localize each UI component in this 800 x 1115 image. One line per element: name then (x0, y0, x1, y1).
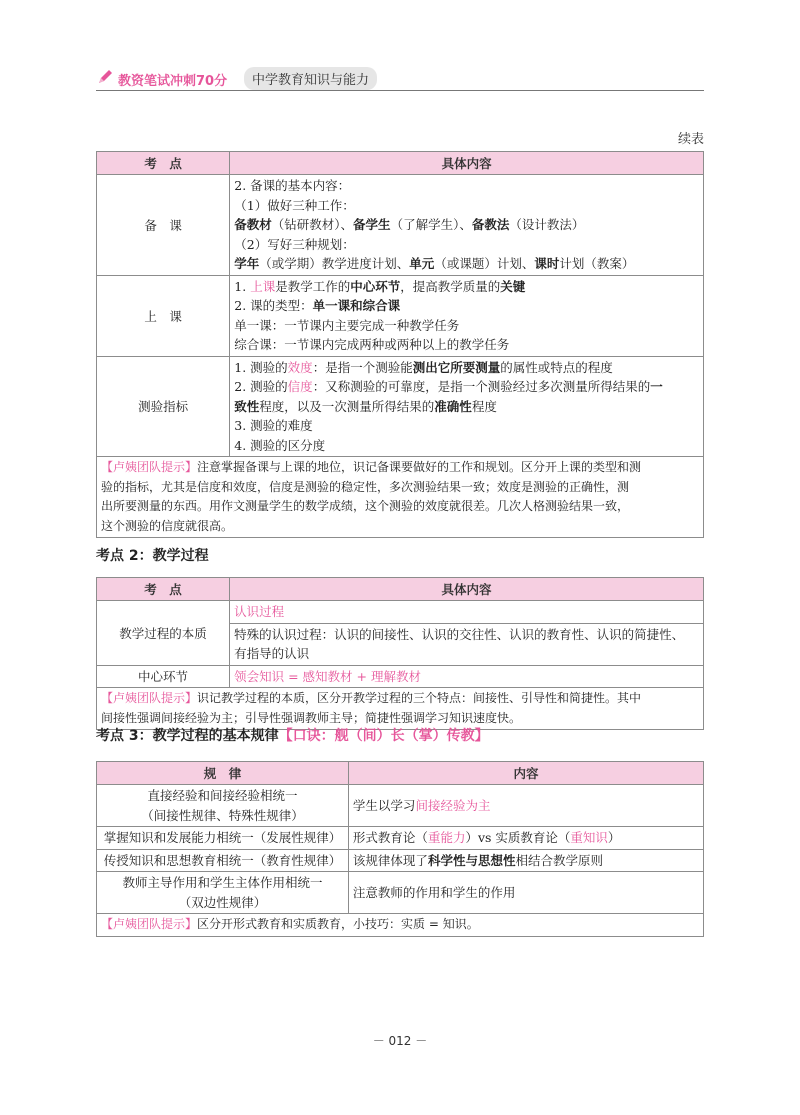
col-header-law: 规 律 (97, 762, 349, 785)
content-cell: 领会知识 = 感知教材 + 理解教材 (230, 665, 704, 688)
topic-cell: 备 课 (97, 175, 230, 276)
content-cell: 形式教育论（重能力）vs 实质教育论（重知识） (348, 827, 703, 850)
table-row (97, 275, 704, 356)
page-header (96, 66, 704, 92)
content-cell: 特殊的认识过程：认识的间接性、认识的交往性、认识的教育性、认识的简捷性、 有指导的认识 (230, 623, 704, 665)
topic-cell: 测验指标 (97, 356, 230, 457)
tip-row (97, 457, 704, 538)
table-header-row (97, 152, 704, 175)
table-continued (96, 151, 704, 538)
table-row (97, 872, 704, 914)
table-header-row (97, 762, 704, 785)
mnemonic: 【口诀：舰（间）长（掌）传教】 (278, 728, 489, 744)
col-header-content: 具体内容 (230, 152, 704, 175)
header-brand: 教资笔试冲刺70分 (118, 74, 228, 89)
tip-cell: 【卢姨团队提示】识记教学过程的本质，区分开教学过程的三个特点：间接性、引导性和简捷性。其中 间接性强调间接经验为主；引导性强调教师主导；简捷性强调学习知识速度快。 (97, 688, 704, 730)
law-cell: 教师主导作用和学生主体作用相统一 （双边性规律） (97, 872, 349, 914)
table-row (97, 785, 704, 827)
law-cell: 直接经验和间接经验相统一 （间接性规律、特殊性规律） (97, 785, 349, 827)
tip-cell: 【卢姨团队提示】区分开形式教育和实质教育，小技巧：实质 = 知识。 (97, 914, 704, 937)
table-teaching-process (96, 577, 704, 730)
col-header-content: 具体内容 (230, 578, 704, 601)
page-number: － 012 － (372, 1034, 428, 1048)
header-subject: 中学教育知识与能力 (244, 67, 377, 90)
topic-cell: 上 课 (97, 275, 230, 356)
tip-label: 【卢姨团队提示】 (101, 460, 198, 474)
col-header-topic: 考 点 (97, 578, 230, 601)
table-row (97, 849, 704, 872)
table-row (97, 175, 704, 276)
table-row (97, 356, 704, 457)
header-rule (96, 90, 704, 91)
law-cell: 传授知识和思想教育相统一（教育性规律） (97, 849, 349, 872)
col-header-content: 内容 (348, 762, 703, 785)
tip-cell: 【卢姨团队提示】注意掌握备课与上课的地位，识记备课要做好的工作和规划。区分开上课的类型和测 验的指标，尤其是信度和效度，信度是测验的稳定性，多次测验结果一致；效度是测验的正确性，测 出所要测量的东西。用作文测量学生的数学成绩，这个测验的效度就很差。几次人格测验结果一致， 这个测验的信度就很高。 (97, 457, 704, 538)
pencil-icon (96, 68, 114, 86)
content-cell: 1. 测验的效度：是指一个测验能测出它所要测量的属性或特点的程度 2. 测验的信度：又称测验的可靠度，是指一个测验经过多次测量所得结果的一 致性程度，以及一次测量所得结果的准确性程度 3. 测验的难度 4. 测验的区分度 (230, 356, 704, 457)
law-cell: 掌握知识和发展能力相统一（发展性规律） (97, 827, 349, 850)
table-row (97, 827, 704, 850)
content-cell: 学生以学习间接经验为主 (348, 785, 703, 827)
content-cell: 该规律体现了科学性与思想性相结合教学原则 (348, 849, 703, 872)
content-cell: 1. 上课是教学工作的中心环节，提高教学质量的关键 2. 课的类型：单一课和综合课 单一课：一节课内主要完成一种教学任务 综合课：一节课内完成两种或两种以上的教学任务 (230, 275, 704, 356)
content-cell: 2. 备课的基本内容： （1）做好三种工作： 备教材（钻研教材）、备学生（了解学生）、备教法（设计教法） （2）写好三种规划： 学年（或学期）教学进度计划、单元（或课题）计划、课时计划（教案） (230, 175, 704, 276)
section-3-title: 考点 3：教学过程的基本规律【口诀：舰（间）长（掌）传教】 (96, 728, 489, 744)
topic-cell: 教学过程的本质 (97, 601, 230, 666)
col-header-topic: 考 点 (97, 152, 230, 175)
tip-label: 【卢姨团队提示】 (101, 691, 198, 705)
table-teaching-laws (96, 761, 704, 937)
table-header-row (97, 578, 704, 601)
content-cell: 注意教师的作用和学生的作用 (348, 872, 703, 914)
section-2-title: 考点 2：教学过程 (96, 548, 209, 564)
topic-cell: 中心环节 (97, 665, 230, 688)
tip-label: 【卢姨团队提示】 (101, 917, 198, 931)
continued-label: 续表 (677, 132, 704, 147)
tip-row (97, 914, 704, 937)
table-row (97, 665, 704, 688)
tip-row (97, 688, 704, 730)
table-row (97, 601, 704, 624)
content-cell: 认识过程 (230, 601, 704, 624)
